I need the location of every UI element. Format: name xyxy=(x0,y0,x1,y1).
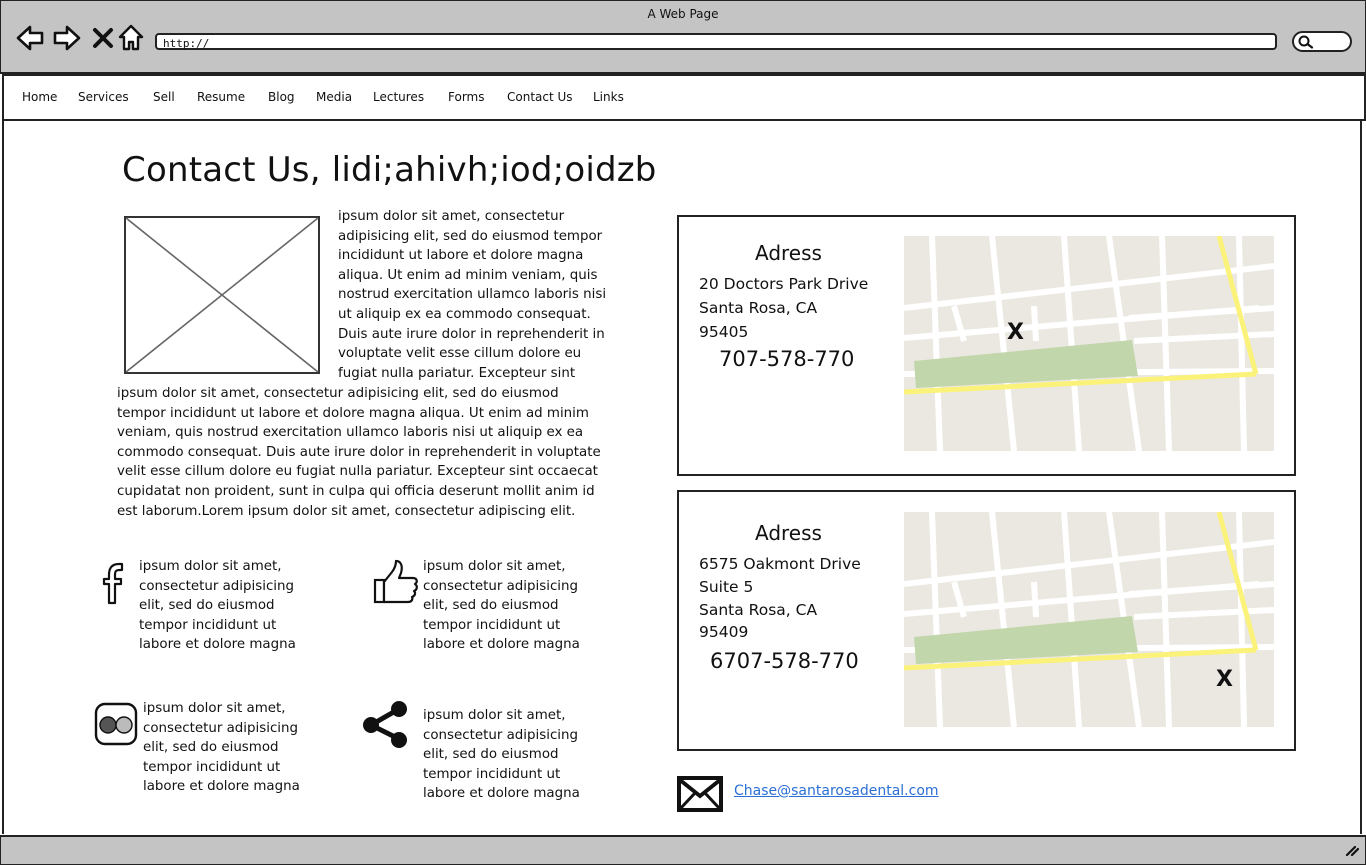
address-street: 6575 Oakmont Drive xyxy=(699,555,861,573)
nav-item-services[interactable]: Services xyxy=(78,90,129,104)
nav-item-forms[interactable]: Forms xyxy=(448,90,485,104)
address-heading: Adress xyxy=(755,241,822,265)
address-heading: Adress xyxy=(755,521,822,545)
window-title: A Web Page xyxy=(647,7,719,21)
address-city: Santa Rosa, CA xyxy=(699,601,818,619)
address-phone: 6707-578-770 xyxy=(710,649,859,673)
social-text-like: ipsum dolor sit amet, consectetur adipisicing elit, sed do eiusmod tempor incididunt ut labore et dolore magna xyxy=(423,559,580,653)
address-city: Santa Rosa, CA xyxy=(699,299,818,317)
share-icon[interactable] xyxy=(361,699,411,755)
map[interactable] xyxy=(904,512,1274,727)
nav-item-contact-us[interactable]: Contact Us xyxy=(507,90,573,104)
thumbs-up-icon[interactable] xyxy=(373,558,419,610)
back-arrow-icon[interactable] xyxy=(15,22,45,54)
search-box[interactable] xyxy=(1292,31,1352,52)
browser-toolbar xyxy=(0,0,1366,74)
forward-arrow-icon[interactable] xyxy=(52,22,82,54)
flickr-icon[interactable] xyxy=(94,702,138,750)
map-marker: X xyxy=(1007,320,1024,345)
image-placeholder xyxy=(124,216,320,374)
social-text-flickr: ipsum dolor sit amet, consectetur adipisicing elit, sed do eiusmod tempor incididunt ut labore et dolore magna xyxy=(143,701,300,795)
facebook-icon[interactable] xyxy=(100,560,130,610)
nav-item-lectures[interactable]: Lectures xyxy=(373,90,425,104)
intro-paragraph: ipsum dolor sit amet, consectetur adipisicing elit, sed do eiusmod tempor incididunt ut labore et dolore magna aliqua. Ut enim ad minim veniam, quis nostrud exercitation ullamco laboris nisi ut aliquip ex ea commodo consequat. Duis aute irure dolor in reprehenderit in voluptate velit esse cillum dolore eu fugiat nulla pariatur. Excepteur sint xyxy=(338,209,607,381)
home-icon[interactable] xyxy=(117,22,147,54)
url-input[interactable]: http:// xyxy=(155,33,1277,50)
site-navigation xyxy=(2,74,1366,121)
close-x-icon[interactable] xyxy=(89,22,119,54)
map-marker: X xyxy=(1216,667,1233,692)
nav-item-resume[interactable]: Resume xyxy=(197,90,246,104)
nav-item-home[interactable]: Home xyxy=(22,90,58,104)
status-bar xyxy=(0,835,1366,865)
address-zip: 95409 xyxy=(699,623,749,641)
nav-item-sell[interactable]: Sell xyxy=(153,90,175,104)
nav-item-links[interactable]: Links xyxy=(593,90,624,104)
address-phone: 707-578-770 xyxy=(719,347,855,371)
search-icon xyxy=(1298,35,1314,49)
address-zip: 95405 xyxy=(699,323,749,341)
address-card-2 xyxy=(677,490,1296,751)
social-text-facebook: ipsum dolor sit amet, consectetur adipisicing elit, sed do eiusmod tempor incididunt ut labore et dolore magna xyxy=(139,559,296,653)
nav-item-blog[interactable]: Blog xyxy=(268,90,295,104)
address-street: 20 Doctors Park Drive xyxy=(699,275,869,293)
page-title: Contact Us, lidi;ahivh;iod;oidzb xyxy=(122,150,657,190)
email-link[interactable]: Chase@santarosadental.com xyxy=(734,783,939,799)
nav-item-media[interactable]: Media xyxy=(316,90,353,104)
address-card-1 xyxy=(677,215,1296,476)
envelope-icon xyxy=(677,776,723,816)
social-text-share: ipsum dolor sit amet, consectetur adipisicing elit, sed do eiusmod tempor incididunt ut labore et dolore magna xyxy=(423,708,580,802)
address-suite: Suite 5 xyxy=(699,578,754,596)
resize-grip-icon[interactable] xyxy=(1345,844,1359,856)
body-paragraph: ipsum dolor sit amet, consectetur adipisicing elit, sed do eiusmod tempor incididunt ut labore et dolore magna aliqua. Ut enim ad minim veniam, quis nostrud exercitation ullamco laboris nisi ut aliquip ex ea commodo consequat. Duis aute irure dolor in reprehenderit in voluptate velit esse cillum dolore eu fugiat nulla pariatur. Excepteur sint occaecat cupidatat non proident, sunt in culpa qui officia deserunt mollit anim id est laborum.Lorem ipsum dolor sit amet, consectetur adipiscing elit. xyxy=(117,386,601,519)
map[interactable] xyxy=(904,236,1274,451)
